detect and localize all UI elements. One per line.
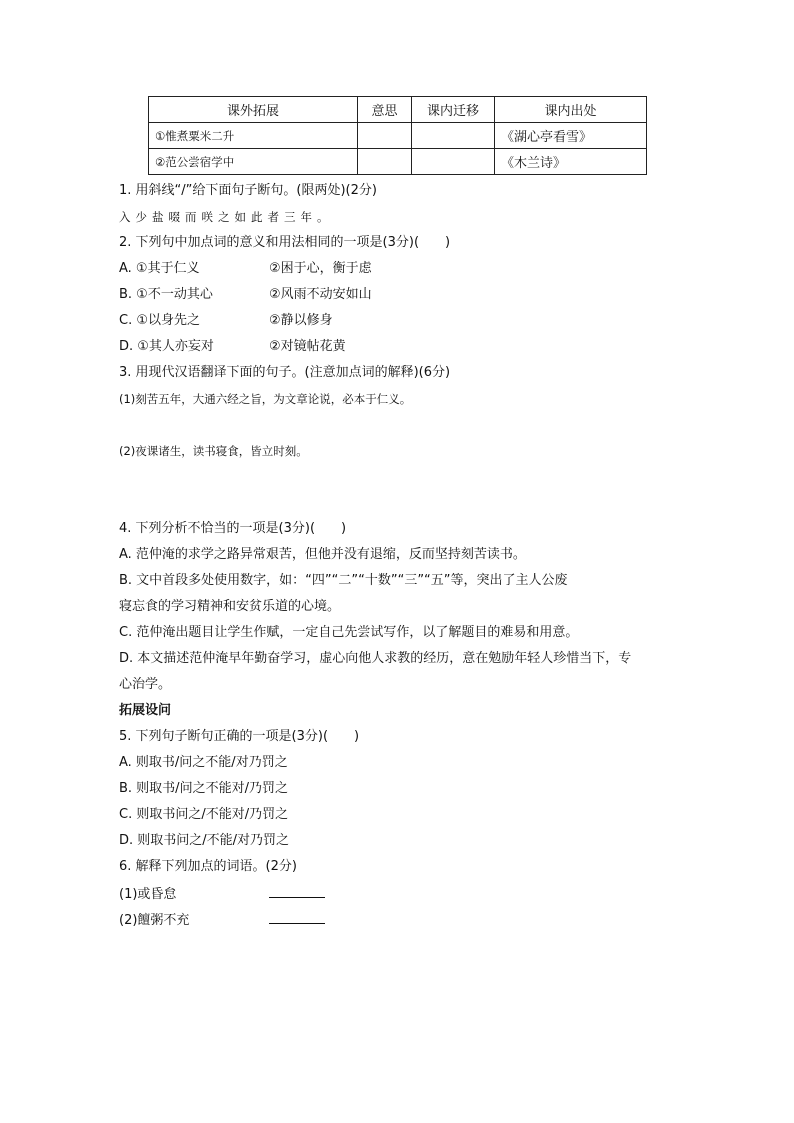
answer-blank[interactable] (269, 885, 325, 898)
question-4-option-d[interactable]: D. 本文描述范仲淹早年勤奋学习，虚心向他人求教的经历，意在勉励年轻人珍惜当下，专 (119, 651, 632, 666)
question-3-sentence-1: (1)刻苦五年，大通六经之旨，为文章论说，必本于仁义。 (119, 392, 412, 406)
table-header: 课内迁移 (412, 97, 495, 123)
question-6-item-2 (119, 911, 325, 929)
question-6-item-1 (119, 885, 325, 903)
question-4-option-b[interactable]: B. 文中首段多处使用数字，如：“四”“二”“十数”“三”“五”等，突出了主人公废 (119, 573, 568, 588)
option-left: C. ①以身先之 (119, 313, 200, 328)
option-right: ②风雨不动安如山 (269, 287, 372, 302)
option-left: D. ①其人亦妄对 (119, 339, 214, 354)
question-6-stem: 6. 解释下列加点的词语。(2分) (119, 859, 297, 874)
option-left: A. ①其于仁义 (119, 261, 200, 276)
table-row (149, 123, 647, 149)
table-row (149, 149, 647, 175)
question-4-option-b-cont: 寝忘食的学习精神和安贫乐道的心境。 (119, 599, 341, 614)
question-5-option-b[interactable]: B. 则取书/问之不能对/乃罚之 (119, 781, 288, 796)
table-cell-blank[interactable] (358, 149, 412, 175)
question-5-option-a[interactable]: A. 则取书/问之不能/对乃罚之 (119, 755, 288, 770)
question-4-option-d-cont: 心治学。 (119, 677, 172, 692)
question-3-sentence-2: (2)夜课诸生，读书寝食，皆立时刻。 (119, 444, 308, 458)
extension-table (148, 96, 647, 175)
option-left: B. ①不一动其心 (119, 287, 213, 302)
section-title: 拓展设问 (119, 703, 172, 718)
table-cell-blank[interactable] (412, 123, 495, 149)
table-cell: 《木兰诗》 (495, 149, 647, 175)
question-4-option-c[interactable]: C. 范仲淹出题目让学生作赋，一定自己先尝试写作，以了解题目的难易和用意。 (119, 625, 579, 640)
option-right: ②静以修身 (269, 313, 333, 328)
table-header: 意思 (358, 97, 412, 123)
question-3-stem: 3. 用现代汉语翻译下面的句子。(注意加点词的解释)(6分) (119, 365, 451, 380)
question-4-stem: 4. 下列分析不恰当的一项是(3分)( ) (119, 521, 347, 536)
answer-blank[interactable] (269, 911, 325, 924)
question-1-sentence: 入少盐啜而咲之如此者三年。 (119, 210, 334, 224)
question-5-option-c[interactable]: C. 则取书问之/不能对/乃罚之 (119, 807, 289, 822)
term-label: (1)或昏怠 (119, 887, 177, 902)
table-cell: ①惟煮粟米二升 (149, 123, 358, 149)
table-cell-blank[interactable] (358, 123, 412, 149)
table-header: 课内出处 (495, 97, 647, 123)
table-header-row (149, 97, 647, 123)
question-2-option-b[interactable] (119, 287, 372, 303)
question-5-option-d[interactable]: D. 则取书问之/不能/对乃罚之 (119, 833, 290, 848)
option-right: ②困于心，衡于虑 (269, 261, 372, 276)
table-cell: 《湖心亭看雪》 (495, 123, 647, 149)
option-right: ②对镜帖花黄 (269, 339, 346, 354)
question-4-option-a[interactable]: A. 范仲淹的求学之路异常艰苦，但他并没有退缩，反而坚持刻苦读书。 (119, 547, 526, 562)
term-label: (2)饘粥不充 (119, 913, 190, 928)
table-cell-blank[interactable] (412, 149, 495, 175)
question-5-stem: 5. 下列句子断句正确的一项是(3分)( ) (119, 729, 360, 744)
table-cell: ②范公尝宿学中 (149, 149, 358, 175)
question-2-option-c[interactable] (119, 313, 333, 329)
table-header: 课外拓展 (149, 97, 358, 123)
question-2-option-a[interactable] (119, 261, 372, 277)
question-2-option-d[interactable] (119, 339, 346, 355)
question-2-stem: 2. 下列句中加点词的意义和用法相同的一项是(3分)( ) (119, 235, 451, 250)
question-1-stem: 1. 用斜线“/”给下面句子断句。(限两处)(2分) (119, 183, 377, 198)
